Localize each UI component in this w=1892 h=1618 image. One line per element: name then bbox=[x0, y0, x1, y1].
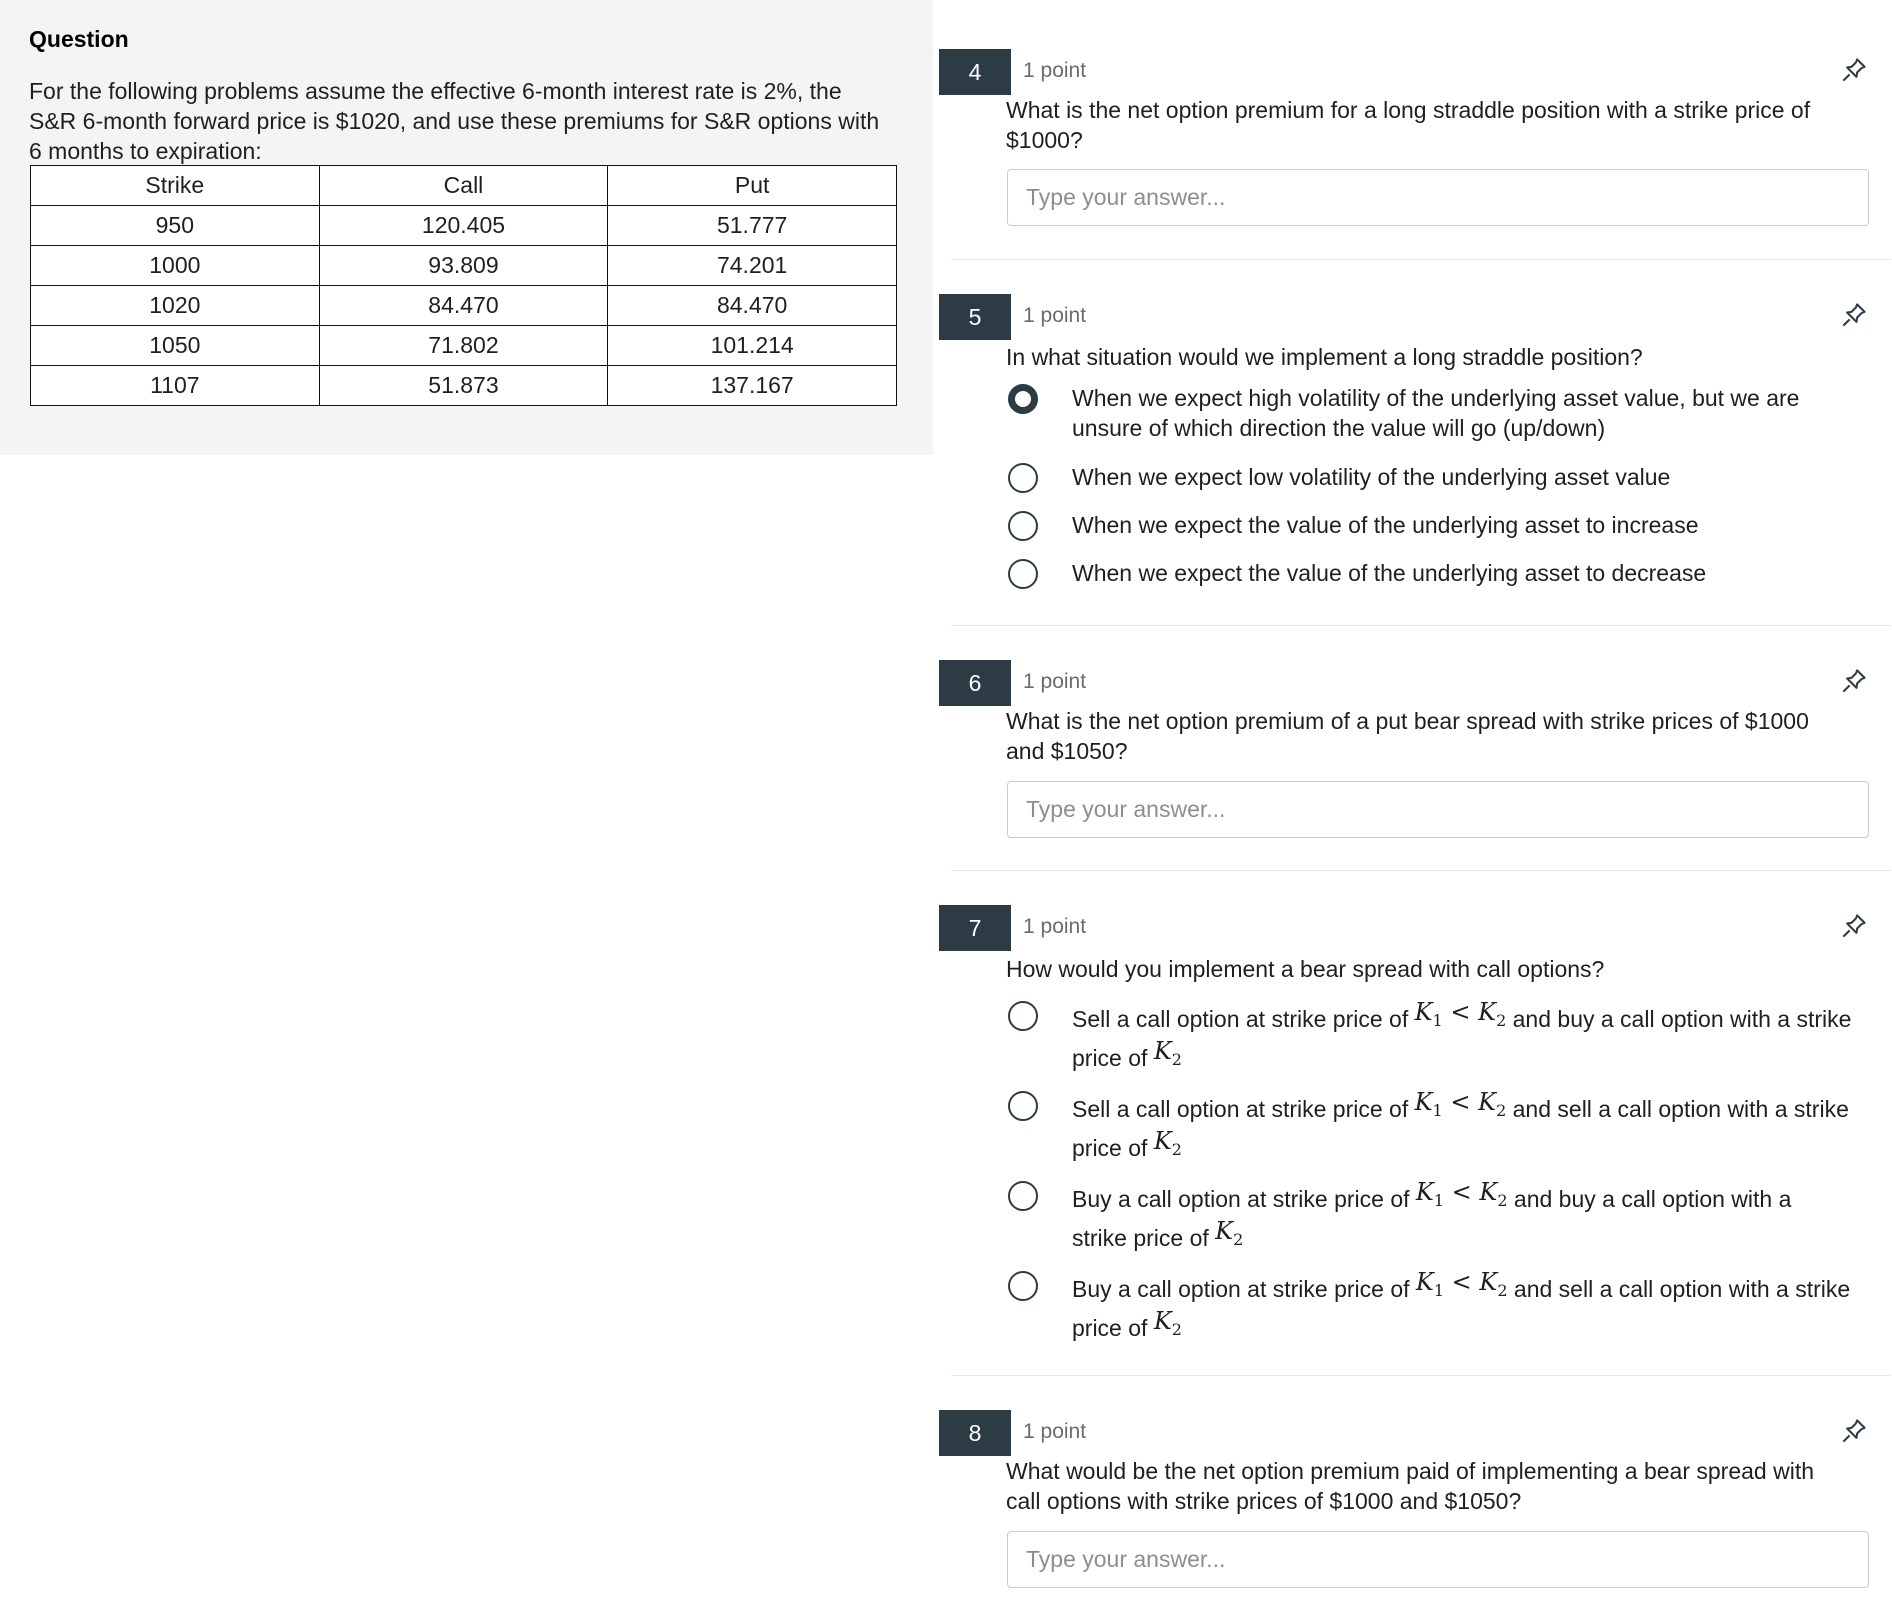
question-text: What is the net option premium for a long straddle position with a strike price of $1000? bbox=[1006, 97, 1811, 153]
question-number: 5 bbox=[939, 294, 1011, 340]
table-cell: 120.405 bbox=[319, 206, 608, 246]
question-text: What would be the net option premium paid of implementing a bear spread with call options with strike prices of $1000 and $1050? bbox=[1006, 1458, 1815, 1514]
answer-input[interactable] bbox=[1007, 169, 1869, 226]
question-number: 4 bbox=[939, 49, 1011, 95]
option-text-end: and sell a call option with a strike price of bbox=[1072, 1096, 1849, 1161]
radio-button[interactable] bbox=[1008, 511, 1038, 541]
radio-button[interactable] bbox=[1008, 1271, 1038, 1301]
math-k2: $K_2$ bbox=[1153, 1306, 1182, 1339]
table-header-cell: Strike bbox=[31, 166, 320, 206]
question-8 bbox=[939, 1410, 1892, 1618]
option-text-start: Sell a call option at strike price of bbox=[1072, 1096, 1409, 1122]
question-text: In what situation would we implement a long straddle position? bbox=[1006, 344, 1643, 370]
question-text: What is the net option premium of a put bear spread with strike prices of $1000 and $1050? bbox=[1006, 708, 1809, 764]
answer-input[interactable] bbox=[1007, 781, 1869, 838]
math-k1-lt-k2: $K_1 < K_2$ bbox=[1415, 1268, 1508, 1300]
option-label bbox=[1072, 1178, 1852, 1262]
table-cell: 74.201 bbox=[608, 246, 897, 286]
table-cell: 101.214 bbox=[608, 326, 897, 366]
option-text-start: Sell a call option at strike price of bbox=[1072, 1006, 1409, 1032]
pin-icon[interactable] bbox=[1839, 1416, 1869, 1446]
pin-icon[interactable] bbox=[1839, 911, 1869, 941]
radio-button-selected[interactable] bbox=[1008, 384, 1038, 414]
question-number: 6 bbox=[939, 660, 1011, 706]
question-7 bbox=[939, 905, 1892, 1385]
question-divider bbox=[951, 625, 1891, 626]
question-points: 1 point bbox=[1023, 304, 1087, 327]
option-label bbox=[1072, 1088, 1852, 1172]
table-header-row bbox=[31, 166, 897, 206]
pin-icon[interactable] bbox=[1839, 666, 1869, 696]
question-5 bbox=[939, 294, 1892, 629]
question-divider bbox=[951, 870, 1891, 871]
radio-button[interactable] bbox=[1008, 463, 1038, 493]
question-intro: For the following problems assume the effective 6-month interest rate is 2%, the S&R 6-month forward price is $1020, and use these premiums for S&R options with 6 months to expiration: bbox=[29, 78, 880, 164]
table-cell: 51.777 bbox=[608, 206, 897, 246]
radio-button[interactable] bbox=[1008, 1001, 1038, 1031]
option-label: When we expect low volatility of the underlying asset value bbox=[1072, 464, 1671, 490]
option-label bbox=[1072, 1268, 1852, 1352]
option-text-start: Buy a call option at strike price of bbox=[1072, 1276, 1410, 1302]
question-text: How would you implement a bear spread with call options? bbox=[1006, 956, 1605, 982]
math-k2: $K_2$ bbox=[1153, 1126, 1182, 1159]
question-context-panel bbox=[0, 0, 933, 455]
table-cell: 71.802 bbox=[319, 326, 608, 366]
option-text-end: and sell a call option with a strike price of bbox=[1072, 1276, 1851, 1341]
option-label: When we expect the value of the underlying asset to decrease bbox=[1072, 560, 1707, 586]
option-label bbox=[1072, 998, 1852, 1082]
table-header-cell: Call bbox=[319, 166, 608, 206]
question-4 bbox=[939, 49, 1892, 259]
math-k2: $K_2$ bbox=[1215, 1216, 1244, 1249]
table-row bbox=[31, 366, 897, 406]
table-cell: 137.167 bbox=[608, 366, 897, 406]
table-cell: 1107 bbox=[31, 366, 320, 406]
table-cell: 1000 bbox=[31, 246, 320, 286]
option-label: When we expect high volatility of the underlying asset value, but we are unsure of which direction the value will go (up/down) bbox=[1072, 385, 1800, 441]
table-header-cell: Put bbox=[608, 166, 897, 206]
math-k1-lt-k2: $K_1 < K_2$ bbox=[1415, 1178, 1508, 1210]
pin-icon[interactable] bbox=[1839, 300, 1869, 330]
math-k2: $K_2$ bbox=[1153, 1036, 1182, 1069]
table-row bbox=[31, 206, 897, 246]
panel-heading: Question bbox=[29, 26, 129, 52]
table-cell: 84.470 bbox=[608, 286, 897, 326]
question-6 bbox=[939, 660, 1892, 875]
table-cell: 1050 bbox=[31, 326, 320, 366]
table-row bbox=[31, 326, 897, 366]
question-number: 8 bbox=[939, 1410, 1011, 1456]
question-divider bbox=[951, 259, 1891, 260]
question-points: 1 point bbox=[1023, 1420, 1087, 1443]
pin-icon[interactable] bbox=[1839, 55, 1869, 85]
radio-button[interactable] bbox=[1008, 1181, 1038, 1211]
question-points: 1 point bbox=[1023, 670, 1087, 693]
question-number: 7 bbox=[939, 905, 1011, 951]
option-label: When we expect the value of the underlying asset to increase bbox=[1072, 512, 1699, 538]
option-text-start: Buy a call option at strike price of bbox=[1072, 1186, 1410, 1212]
table-cell: 93.809 bbox=[319, 246, 608, 286]
radio-button[interactable] bbox=[1008, 559, 1038, 589]
math-k1-lt-k2: $K_1 < K_2$ bbox=[1414, 998, 1507, 1030]
premium-table bbox=[30, 165, 897, 406]
table-cell: 1020 bbox=[31, 286, 320, 326]
math-k1-lt-k2: $K_1 < K_2$ bbox=[1414, 1088, 1507, 1120]
table-row bbox=[31, 286, 897, 326]
answer-input[interactable] bbox=[1007, 1531, 1869, 1588]
radio-button[interactable] bbox=[1008, 1091, 1038, 1121]
question-divider bbox=[951, 1375, 1891, 1376]
question-points: 1 point bbox=[1023, 915, 1087, 938]
question-points: 1 point bbox=[1023, 59, 1087, 82]
table-row bbox=[31, 246, 897, 286]
table-cell: 950 bbox=[31, 206, 320, 246]
table-cell: 51.873 bbox=[319, 366, 608, 406]
option-text-end: and buy a call option with a strike price of bbox=[1072, 1006, 1852, 1071]
table-cell: 84.470 bbox=[319, 286, 608, 326]
option-text-end: and buy a call option with a strike price of bbox=[1072, 1186, 1792, 1251]
